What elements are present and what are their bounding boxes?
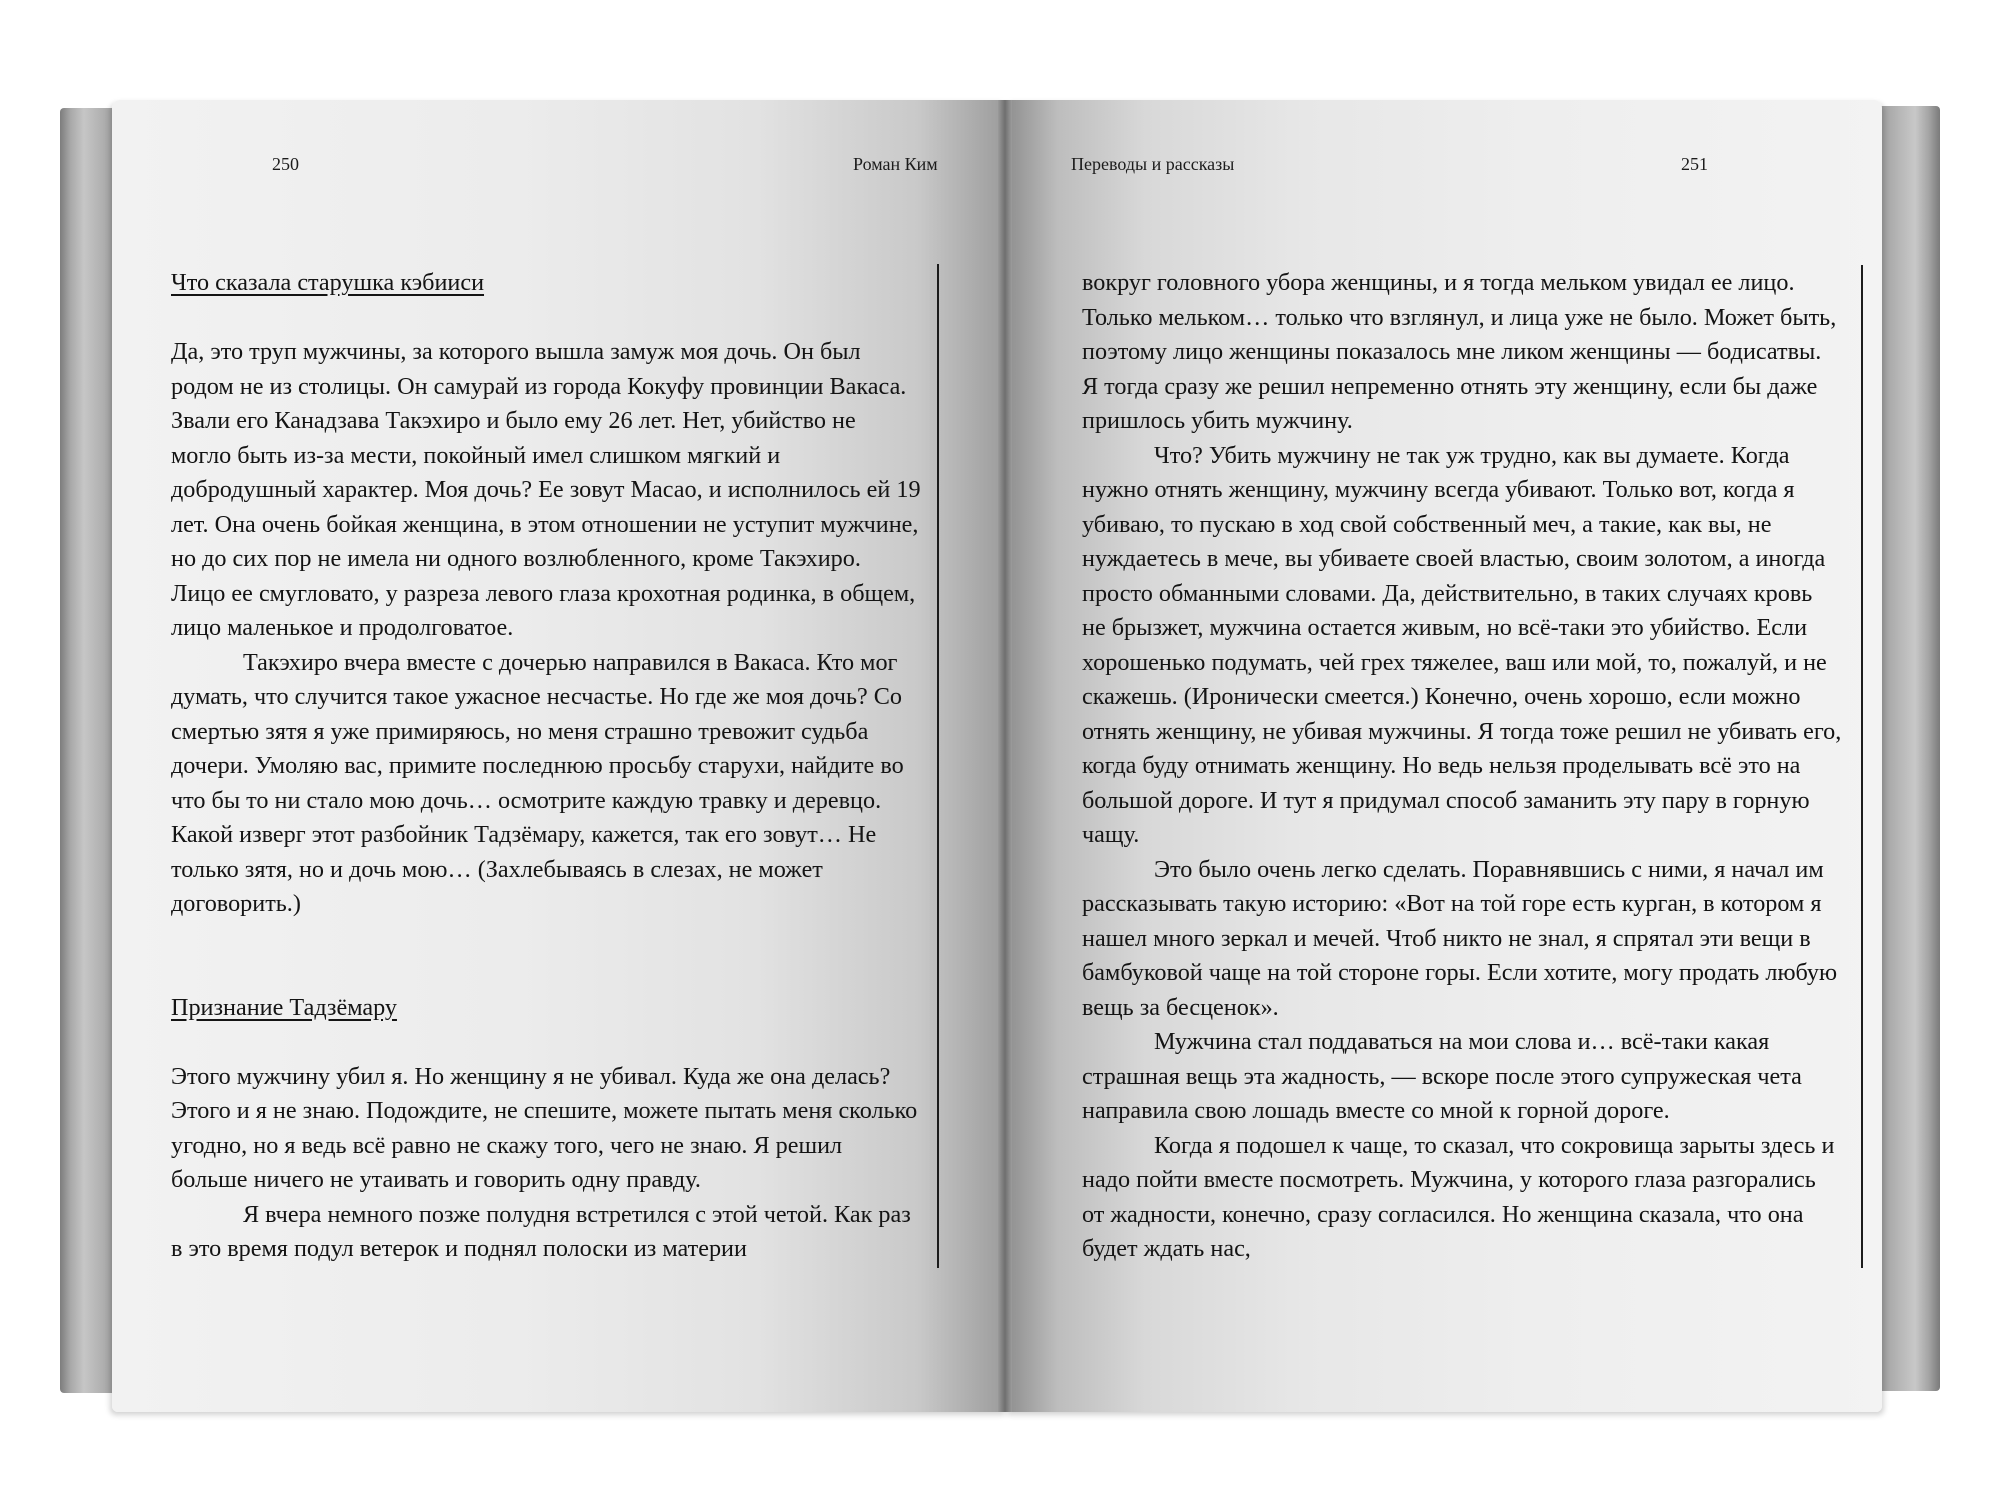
paragraph: Я вчера немного позже полудня встретился с этой четой. Как раз в это время подул ветерок и поднял полоски из материи [171,1200,911,1262]
paragraph: Этого мужчину убил я. Но женщину я не убивал. Куда же она делась? Этого и я не знаю. Подождите, не спешите, можете пытать меня сколько угодно, но я ведь всё равно не скажу того, чего не знаю. Я решил больше ничего не утаивать и говорить одну правду. [171,1062,918,1193]
page-text [1082,266,1842,1267]
paragraph: Когда я подошел к чаще, то сказал, что сокровища зарыты здесь и надо пойти вместе посмотреть. Мужчина, у которого глаза разгорались от жадности, конечно, сразу согласился. Но женщина сказала, что она будет ждать нас, [1082,1131,1835,1262]
paragraph: вокруг головного убора женщины, и я тогда мельком увидал ее лицо. Только мельком… только что взглянул, и лица уже не было. Может быть, поэтому лицо женщины показалось мне ликом женщины — бодисатвы. Я тогда сразу же решил непременно отнять эту женщину, если бы даже пришлось убить мужчину. [1082,269,1837,434]
page-number: 251 [1681,154,1708,174]
book-gutter [998,100,1012,1412]
left-page [112,100,1007,1412]
paragraph: Такэхиро вчера вместе с дочерью направился в Вакаса. Кто мог думать, что случится такое ужасное несчастье. Но где же моя дочь? Со смертью зятя я уже примиряюсь, но меня страшно тревожит судьба дочери. Умоляю вас, примите последнюю просьбу старухи, найдите во что бы то ни стало мою дочь… осмотрите каждую травку и деревцо. Какой изверг этот разбойник Тадзёмару, кажется, так его зовут… Не только зятя, но и дочь мою… (Захлебываясь в слезах, не может договорить.) [171,648,904,917]
section-heading: Признание Тадзёмару [171,993,397,1021]
margin-rule [1861,265,1863,1268]
paragraph: Да, это труп мужчины, за которого вышла замуж моя дочь. Он был родом не из столицы. Он самурай из города Кокуфу провинции Вакаса. Звали его Канадзава Такэхиро и было ему 26 лет. Нет, убийство не могло быть из-за мести, покойный имел слишком мягкий и добродушный характер. Моя дочь? Ее зовут Масао, и исполнилось ей 19 лет. Она очень бойкая женщина, в этом отношении не уступит мужчине, но до сих пор не имела ни одного возлюбленного, кроме Такэхиро. Лицо ее смугловато, у разреза левого глаза крохотная родинка, в общем, лицо маленькое и продолговатое. [171,338,921,641]
right-page [1005,100,1882,1412]
right-page-edges [1878,106,1940,1391]
margin-rule [937,264,939,1268]
paragraph: Мужчина стал поддаваться на мои слова и… всё-таки какая страшная вещь эта жадность, — вскоре после этого супружеская чета направила свою лошадь вместе со мной к горной дороге. [1082,1028,1802,1124]
running-head: Переводы и рассказы [1071,154,1235,174]
left-page-edges [60,108,120,1393]
paragraph: Это было очень легко сделать. Поравнявшись с ними, я начал им рассказывать такую историю: «Вот на той горе есть курган, в котором я нашел много зеркал и мечей. Чтоб никто не знал, я спрятал эти вещи в бамбуковой чаще на той стороне горы. Если хотите, могу продать любую вещь за бесценок». [1082,855,1838,1021]
page-text [171,266,921,1267]
section-heading: Что сказала старушка кэбииси [171,269,485,296]
paragraph: Что? Убить мужчину не так уж трудно, как вы думаете. Когда нужно отнять женщину, мужчину всегда убивают. Только вот, когда я убиваю, то пускаю в ход свой собственный меч, а такие, как вы, не нуждаетесь в мече, вы убиваете своей властью, своим золотом, а иногда просто обманными словами. Да, действительно, в таких случаях кровь не брызжет, мужчина остается живым, но всё-таки это убийство. Если хорошенько подумать, чей грех тяжелее, ваш или мой, то, пожалуй, и не скажешь. (Иронически смеется.) Конечно, очень хорошо, если можно отнять женщину, не убивая мужчины. Я тогда тоже решил не убивать его, когда буду отнимать женщину. Но ведь нельзя проделывать всё это на большой дороге. И тут я придумал способ заманить эту пару в горную чащу. [1082,441,1842,848]
page-number: 250 [272,154,299,174]
running-head: Роман Ким [853,154,938,174]
